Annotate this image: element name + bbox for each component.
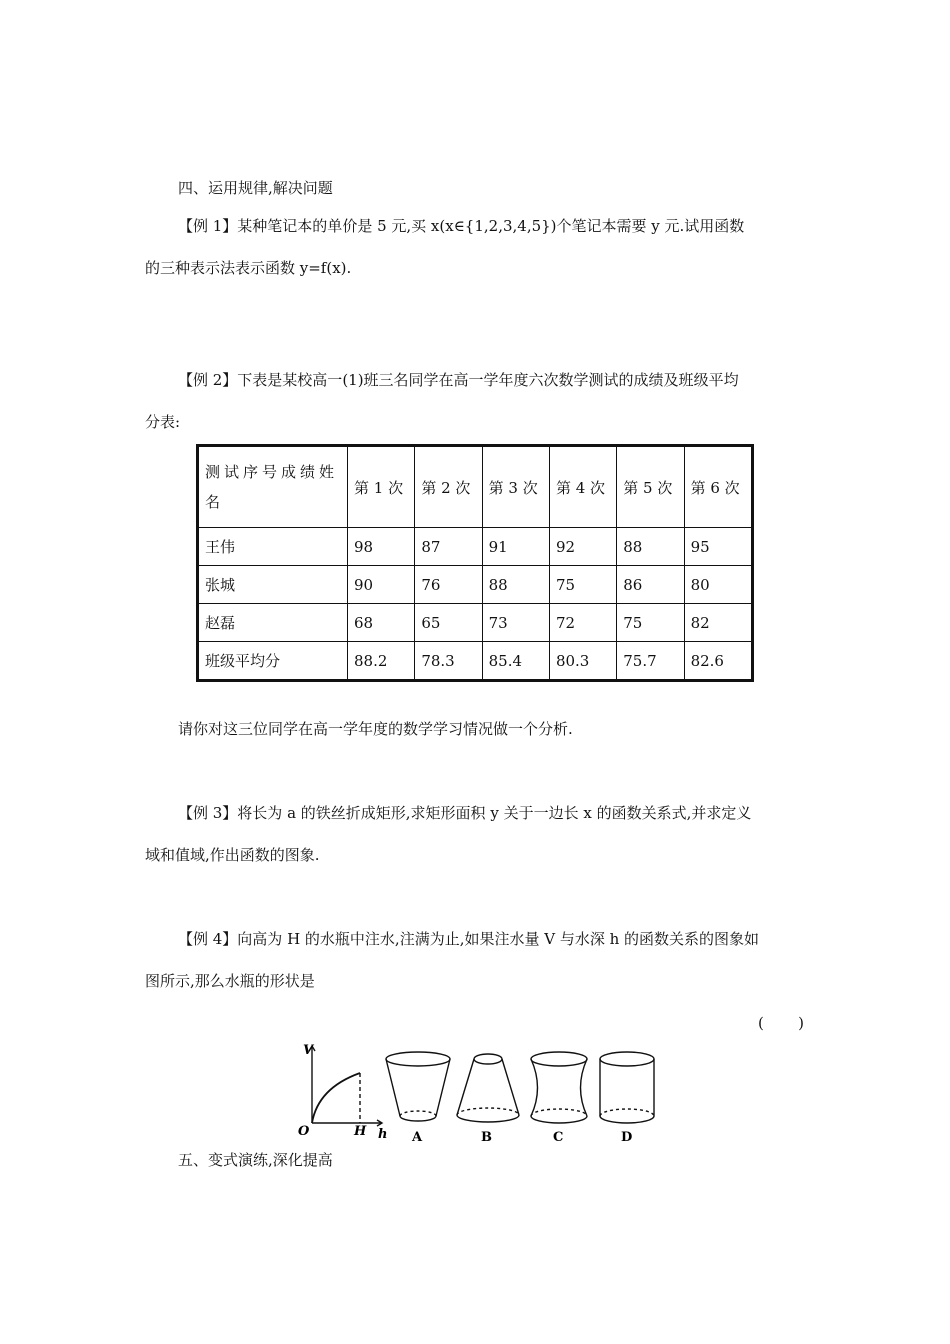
answer-parentheses	[758, 1013, 804, 1033]
example-4-line-2: 图所示,那么水瓶的形状是	[145, 972, 315, 990]
option-b-label: B	[481, 1130, 492, 1145]
score-cell: 75	[549, 566, 616, 604]
v-axis-label: V	[303, 1043, 314, 1058]
score-cell: 88	[617, 528, 684, 566]
section-5-heading: 五、变式演练,深化提高	[178, 1151, 333, 1169]
H-label: H	[354, 1124, 367, 1139]
table-row	[198, 604, 753, 642]
score-cell: 82	[684, 604, 752, 642]
bottle-a-icon	[386, 1052, 450, 1121]
score-cell: 95	[684, 528, 752, 566]
student-name-cell: 张城	[198, 566, 348, 604]
score-cell: 98	[348, 528, 415, 566]
table-header-row	[198, 446, 753, 528]
volume-depth-graph	[309, 1046, 382, 1126]
option-a-label: A	[412, 1130, 423, 1145]
bottle-b-icon	[457, 1054, 519, 1122]
score-cell: 87	[415, 528, 482, 566]
volume-curve	[312, 1073, 360, 1123]
table-header-cell: 第 6 次	[684, 446, 752, 528]
score-cell: 92	[549, 528, 616, 566]
score-cell: 72	[549, 604, 616, 642]
score-cell: 75	[617, 604, 684, 642]
paren-open: (	[758, 1014, 764, 1032]
average-cell: 85.4	[482, 642, 549, 681]
example-2-question: 请你对这三位同学在高一学年度的数学学习情况做一个分析.	[178, 720, 573, 738]
score-cell: 68	[348, 604, 415, 642]
paren-close: )	[798, 1014, 804, 1032]
student-name-cell: 王伟	[198, 528, 348, 566]
h-axis-label: h	[378, 1127, 388, 1142]
table-header-cell: 第 1 次	[348, 446, 415, 528]
score-cell: 73	[482, 604, 549, 642]
average-cell: 82.6	[684, 642, 752, 681]
score-cell: 86	[617, 566, 684, 604]
score-cell: 65	[415, 604, 482, 642]
example-3-line-1: 【例 3】将长为 a 的铁丝折成矩形,求矩形面积 y 关于一边长 x 的函数关系式,并求定义	[178, 804, 752, 822]
example-4-line-1: 【例 4】向高为 H 的水瓶中注水,注满为止,如果注水量 V 与水深 h 的函数关系的图象如	[178, 930, 760, 948]
table-header-cell: 第 3 次	[482, 446, 549, 528]
table-row	[198, 528, 753, 566]
example-1-line-2: 的三种表示法表示函数 y=f(x).	[145, 259, 352, 277]
example-3-line-2: 域和值域,作出函数的图象.	[145, 846, 320, 864]
bottle-figure	[290, 1040, 670, 1150]
score-cell: 88	[482, 566, 549, 604]
table-row	[198, 566, 753, 604]
score-table	[196, 444, 754, 682]
table-header-cell: 第 5 次	[617, 446, 684, 528]
average-cell: 88.2	[348, 642, 415, 681]
section-4-heading: 四、运用规律,解决问题	[178, 179, 333, 197]
example-1-line-1: 【例 1】某种笔记本的单价是 5 元,买 x(x∈{1,2,3,4,5})个笔记本需要 y 元.试用函数	[178, 217, 745, 235]
average-cell: 75.7	[617, 642, 684, 681]
average-cell: 80.3	[549, 642, 616, 681]
example-2-line-1: 【例 2】下表是某校高一(1)班三名同学在高一学年度六次数学测试的成绩及班级平均	[178, 371, 739, 389]
table-corner-cell: 测试序号成绩姓名	[198, 446, 348, 528]
option-c-label: C	[553, 1130, 564, 1145]
average-cell: 78.3	[415, 642, 482, 681]
score-cell: 91	[482, 528, 549, 566]
bottle-d-icon	[600, 1052, 654, 1123]
score-cell: 90	[348, 566, 415, 604]
example-2-line-2: 分表:	[145, 413, 181, 431]
student-name-cell: 赵磊	[198, 604, 348, 642]
origin-label: O	[298, 1124, 310, 1139]
option-d-label: D	[621, 1130, 633, 1145]
table-row	[198, 642, 753, 681]
table-header-cell: 第 2 次	[415, 446, 482, 528]
score-cell: 80	[684, 566, 752, 604]
class-average-label-cell: 班级平均分	[198, 642, 348, 681]
bottle-c-icon	[531, 1052, 587, 1123]
table-header-cell: 第 4 次	[549, 446, 616, 528]
score-cell: 76	[415, 566, 482, 604]
